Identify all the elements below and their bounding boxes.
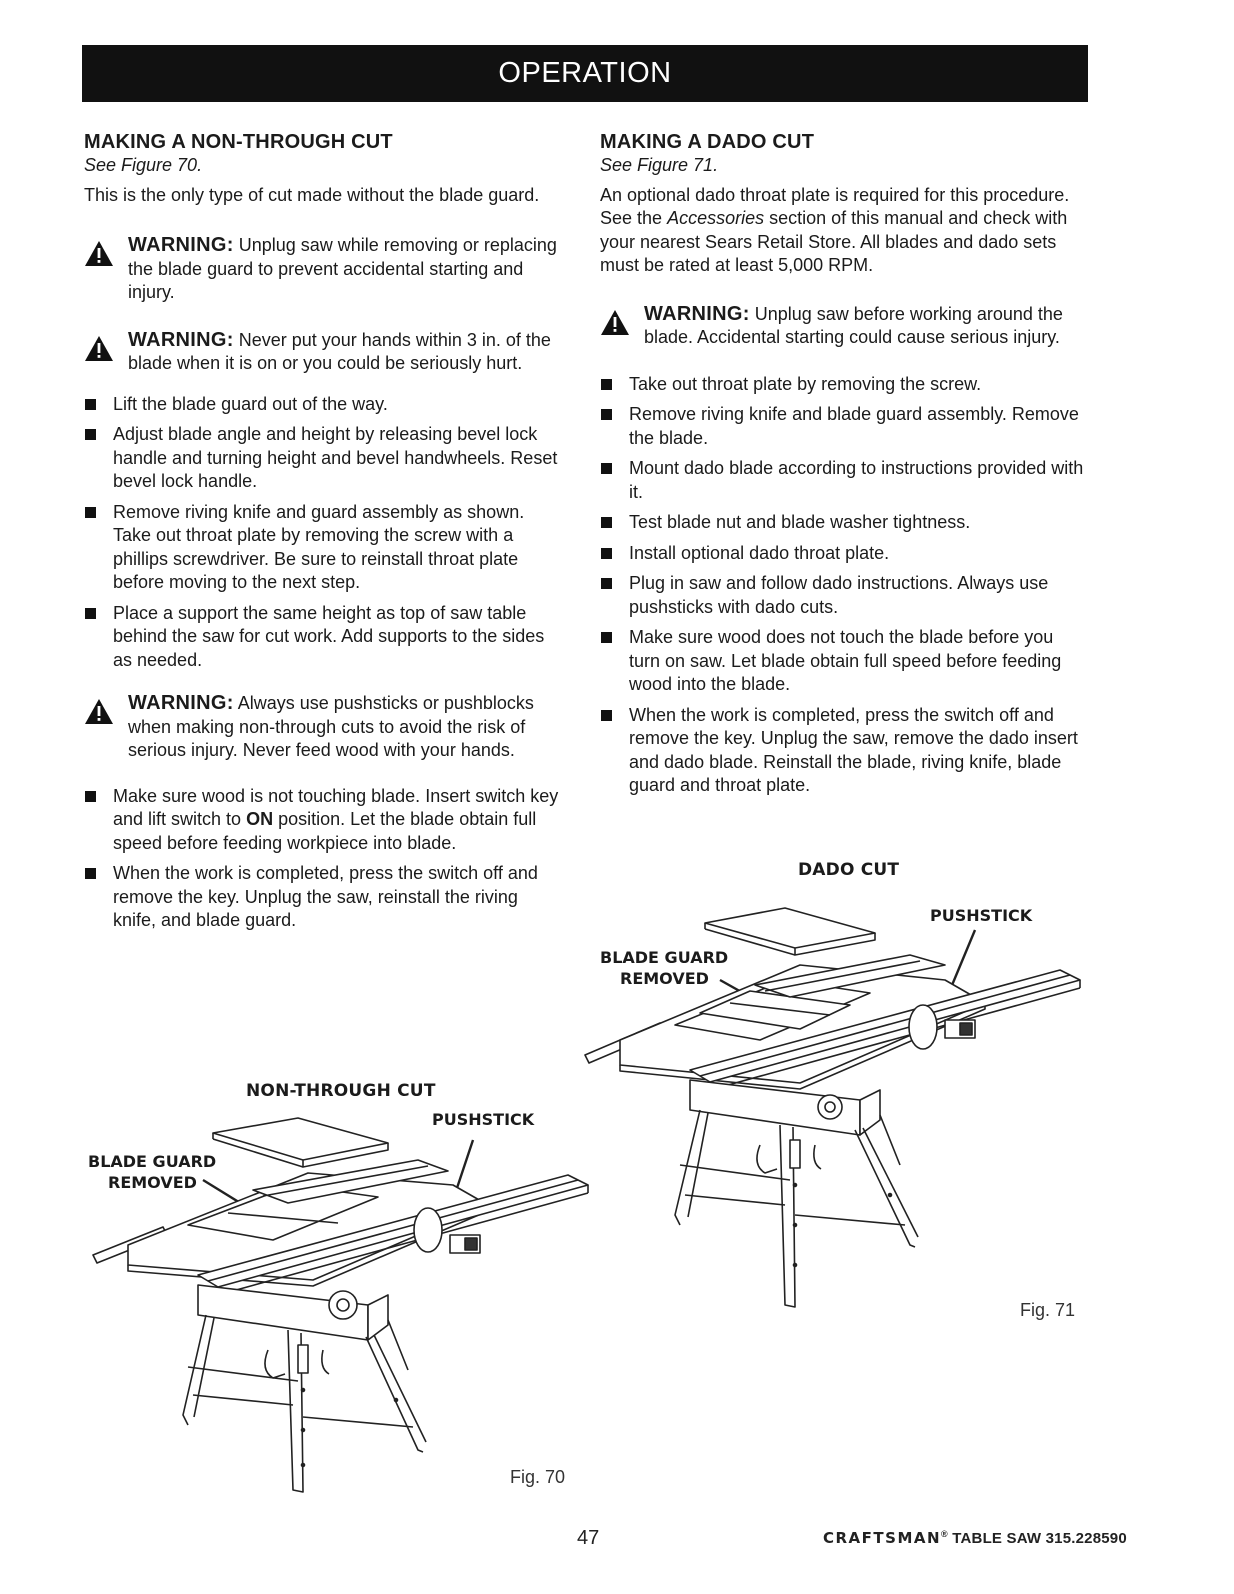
dado-steps-list: [600, 373, 1085, 798]
warning-triangle-icon: [600, 309, 630, 336]
dado-figure-title: DADO CUT: [798, 860, 900, 880]
fig-70-label: Fig. 70: [510, 1467, 566, 1487]
fig-71-label: Fig. 71: [1020, 1300, 1076, 1320]
list-item: Test blade nut and blade washer tightness.: [600, 511, 1085, 535]
non-through-final-steps: [84, 785, 564, 933]
page-number: 47: [577, 1527, 600, 1549]
warning-label: WARNING:: [128, 234, 234, 256]
warning-pushsticks: [84, 692, 564, 763]
dado-intro: An optional dado throat plate is required for this procedure. See the Accessories section of this manual and check with your nearest Sears Retail Store. All blades and dado sets must be rated at least 5,000 RPM.: [600, 184, 1070, 275]
list-item: Adjust blade angle and height by releasing bevel lock handle and turning height and bevel handwheels. Reset bevel lock handle.: [84, 423, 564, 494]
dado-pushstick-label: PUSHSTICK: [930, 906, 1033, 925]
list-item: Take out throat plate by removing the screw.: [600, 373, 1085, 397]
non-through-figure-title: NON-THROUGH CUT: [246, 1081, 436, 1101]
list-item: Make sure wood is not touching blade. Insert switch key and lift switch to ON position. Let the blade obtain full speed before feeding workpiece into blade.: [84, 785, 564, 856]
warning-unplug-guard: [84, 234, 564, 305]
warning-unplug-blade: [600, 303, 1085, 350]
warning-triangle-icon: [84, 335, 114, 362]
warning-text: Always use pushsticks or pushblocks when making non-through cuts to avoid the risk of serious injury. Never feed wood with your hands.: [128, 693, 534, 760]
warning-text: Unplug saw while removing or replacing the blade guard to prevent accidental starting and injury.: [128, 235, 557, 302]
list-item: Place a support the same height as top of saw table behind the saw for cut work. Add supports to the sides as needed.: [84, 602, 564, 673]
see-figure-70: See Figure 70.: [84, 155, 203, 175]
right-column: [600, 130, 1085, 805]
list-item: Install optional dado throat plate.: [600, 542, 1085, 566]
section-header: OPERATION: [82, 45, 1088, 102]
non-through-cut-saw-illustration: [88, 1105, 593, 1495]
list-item: When the work is completed, press the switch off and remove the key. Unplug the saw, reinstall the riving knife, and blade guard.: [84, 862, 564, 933]
list-item: Plug in saw and follow dado instructions. Always use pushsticks with dado cuts.: [600, 572, 1085, 619]
warning-triangle-icon: [84, 698, 114, 725]
warning-text: Unplug saw before working around the blade. Accidental starting could cause serious injury.: [644, 303, 1063, 347]
warning-hands-distance: [84, 329, 564, 376]
list-item: Mount dado blade according to instructions provided with it.: [600, 457, 1085, 504]
dado-cut-saw-illustration: [580, 895, 1085, 1315]
dado-cut-heading: MAKING A DADO CUT: [600, 131, 815, 153]
list-item: Lift the blade guard out of the way.: [84, 393, 564, 417]
list-item: Remove riving knife and blade guard assembly. Remove the blade.: [600, 403, 1085, 450]
warning-label: WARNING:: [128, 328, 234, 351]
warning-label: WARNING:: [128, 692, 234, 714]
left-column: [84, 130, 564, 940]
footer-model: CRAFTSMAN® TABLE SAW 315.228590: [823, 1529, 1127, 1547]
craftsman-brand: CRAFTSMAN: [823, 1529, 942, 1547]
non-through-cut-heading: MAKING A NON-THROUGH CUT: [84, 131, 393, 153]
list-item: When the work is completed, press the switch off and remove the key. Unplug the saw, remove the dado insert and dado blade. Reinstall the blade, riving knife, blade guard and throat plate.: [600, 704, 1085, 798]
see-figure-71: See Figure 71.: [600, 155, 719, 175]
dado-guard-label: BLADE GUARD REMOVED: [600, 948, 729, 988]
non-through-pushstick-label: PUSHSTICK: [432, 1110, 535, 1129]
warning-label: WARNING:: [644, 302, 750, 325]
list-item: Remove riving knife and guard assembly as shown. Take out throat plate by removing the screw with a phillips screwdriver. Be sure to reinstall throat plate before moving to the next step.: [84, 501, 564, 595]
non-through-guard-label: BLADE GUARD REMOVED: [88, 1152, 217, 1192]
warning-triangle-icon: [84, 240, 114, 267]
non-through-steps-list: [84, 393, 564, 673]
non-through-intro: This is the only type of cut made without the blade guard.: [84, 184, 540, 205]
list-item: Make sure wood does not touch the blade before you turn on saw. Let blade obtain full speed before feeding wood into the blade.: [600, 626, 1085, 697]
warning-text: Never put your hands within 3 in. of the blade when it is on or you could be seriously hurt.: [128, 329, 551, 373]
